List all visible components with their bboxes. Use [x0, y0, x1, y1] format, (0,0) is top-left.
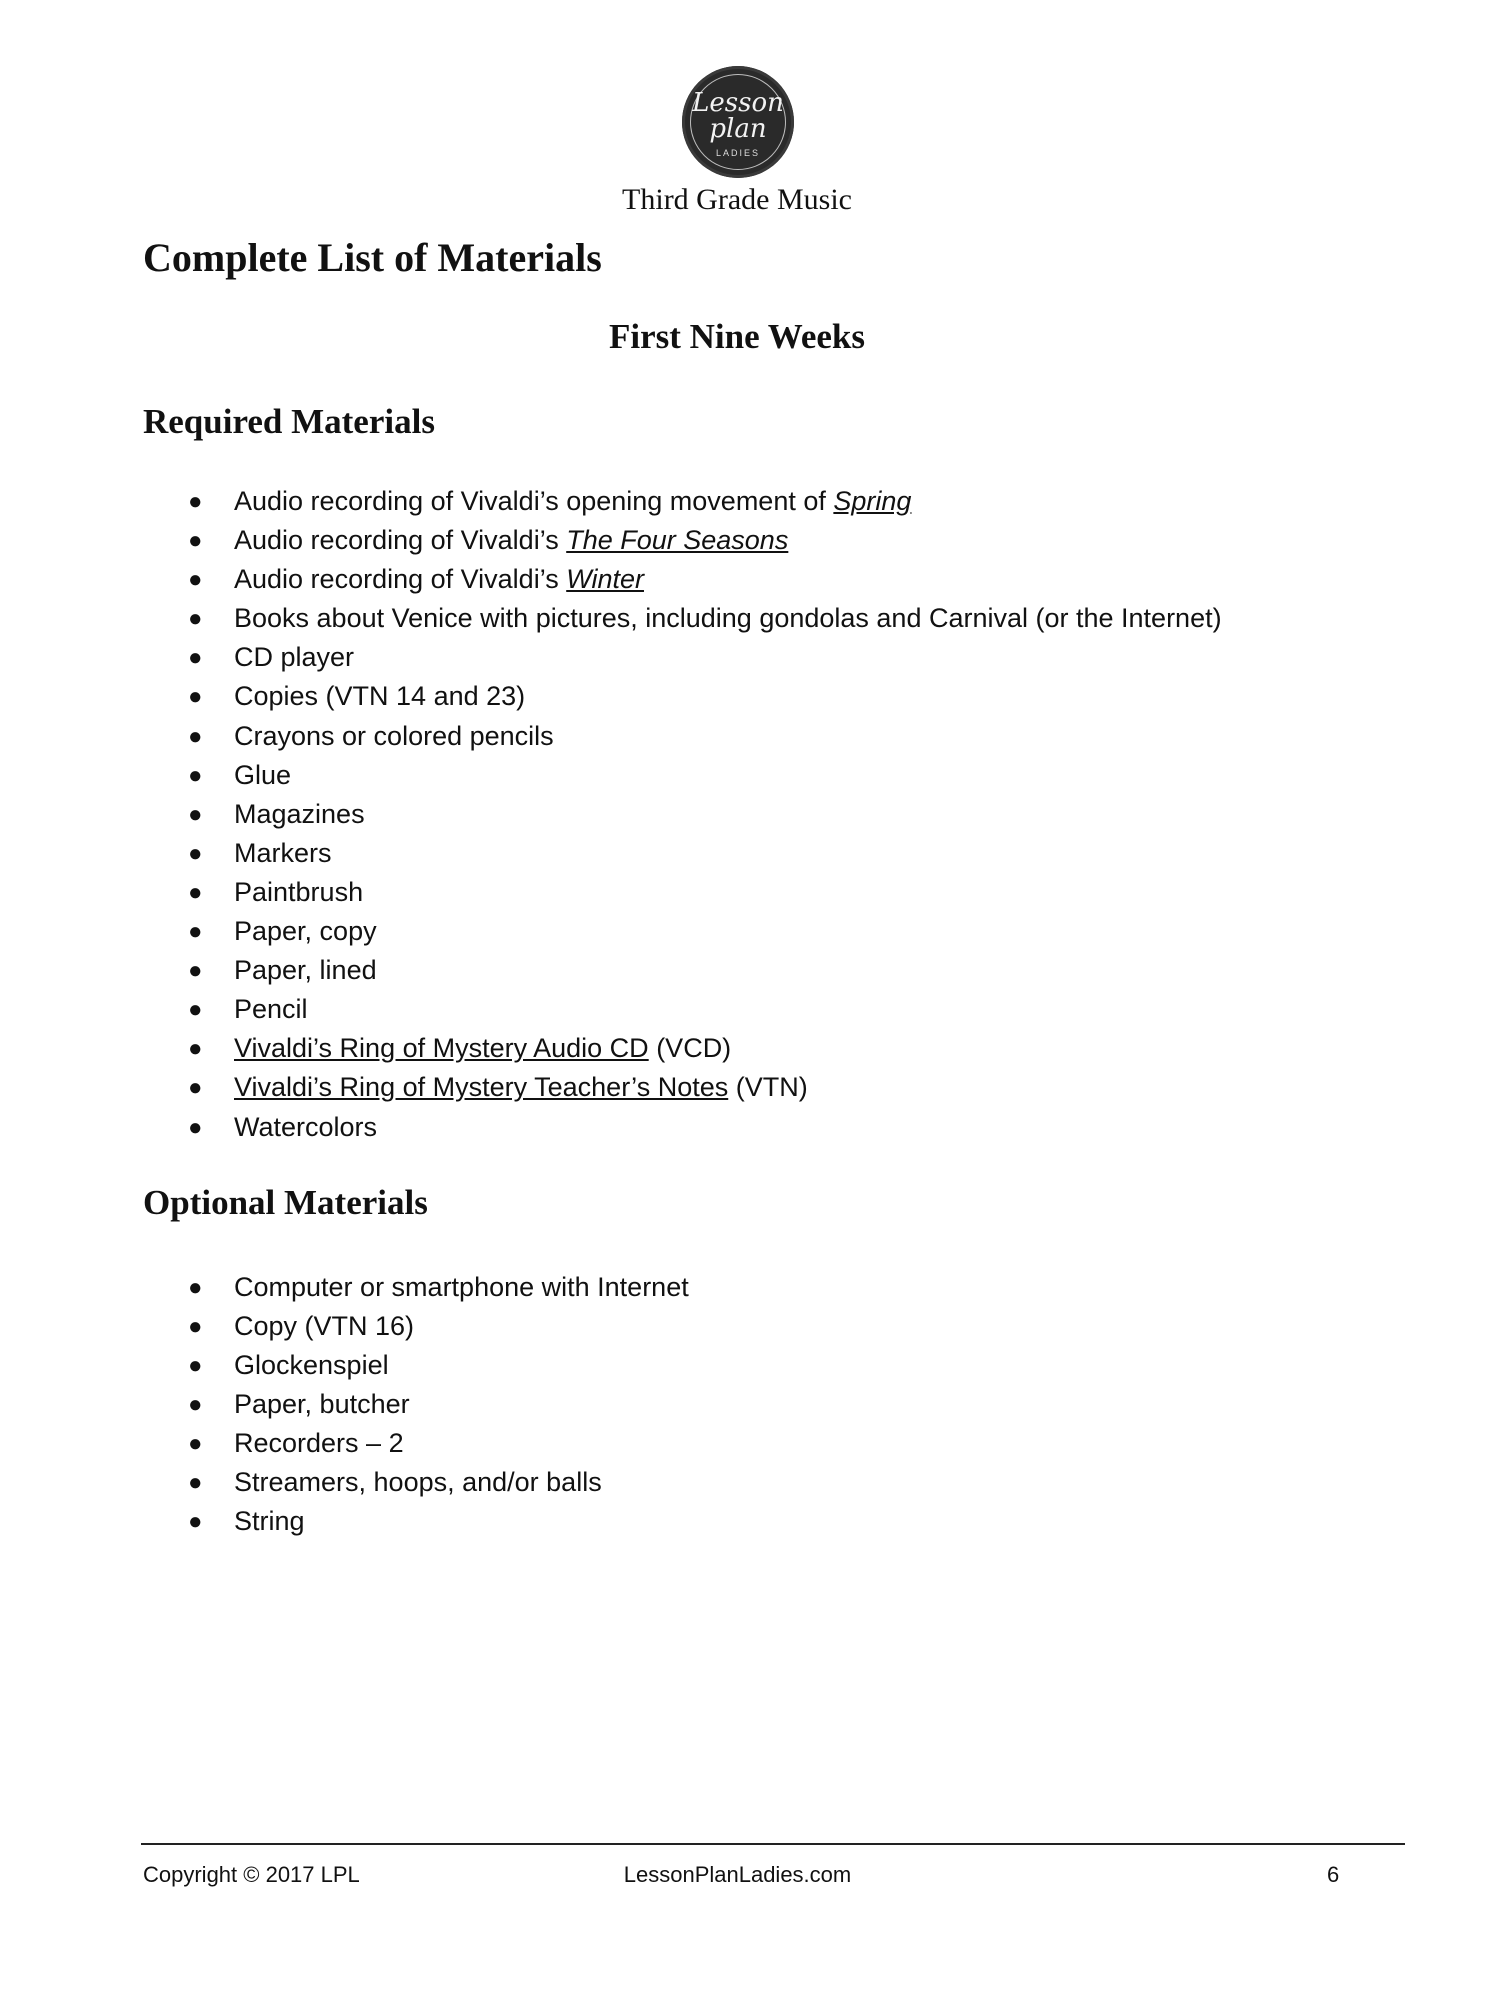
page-number: 6 — [1327, 1862, 1340, 1887]
item-text — [234, 560, 644, 599]
required-materials-list — [0, 482, 1400, 1147]
list-item — [0, 482, 1400, 521]
logo-text-ladies: LADIES — [715, 148, 760, 158]
list-item — [0, 1268, 1400, 1307]
logo-text-lesson: Lesson — [692, 88, 784, 118]
list-item — [0, 1108, 1400, 1147]
list-item — [0, 912, 1400, 951]
product-title-audio-cd: Vivaldi’s Ring of Mystery Audio CD — [234, 1033, 649, 1064]
bullet-icon: ● — [188, 1274, 203, 1301]
required-materials-heading: Required Materials — [143, 402, 435, 441]
item-text: Recorders – 2 — [234, 1428, 404, 1458]
list-item — [0, 990, 1400, 1029]
bullet-icon: ● — [188, 1035, 203, 1063]
item-text: Glockenspiel — [234, 1350, 389, 1380]
list-item — [0, 1029, 1400, 1068]
item-text: Copy (VTN 16) — [234, 1311, 415, 1341]
bullet-icon: ● — [188, 1391, 203, 1418]
bullet-icon: ● — [188, 1313, 203, 1340]
bullet-icon: ● — [188, 566, 203, 594]
bullet-icon: ● — [188, 1352, 203, 1379]
work-title-winter: Winter — [566, 564, 644, 595]
list-item — [0, 951, 1400, 990]
page-title: Complete List of Materials — [143, 235, 602, 280]
list-item — [0, 599, 1400, 638]
item-text: Streamers, hoops, and/or balls — [234, 1467, 602, 1497]
list-item — [0, 1463, 1400, 1502]
course-subject: Third Grade Music — [622, 183, 852, 216]
footer-copyright: Copyright © 2017 LPL — [143, 1862, 360, 1887]
period-heading: First Nine Weeks — [608, 317, 865, 356]
bullet-icon: ● — [188, 722, 203, 750]
optional-materials-list — [0, 1268, 1400, 1541]
list-item — [0, 1346, 1400, 1385]
item-text: Pencil — [234, 994, 308, 1025]
item-text: Computer or smartphone with Internet — [234, 1272, 689, 1302]
bullet-icon: ● — [188, 605, 203, 633]
list-item — [0, 1424, 1400, 1463]
item-text: Paintbrush — [234, 876, 364, 907]
bullet-icon: ● — [188, 800, 203, 828]
item-text: CD player — [234, 642, 355, 673]
list-item — [0, 717, 1400, 756]
item-text: Paper, lined — [234, 955, 377, 986]
bullet-icon: ● — [188, 1469, 203, 1496]
list-item — [0, 1068, 1400, 1107]
item-text-part: Audio recording of Vivaldi’s opening movement of — [234, 486, 834, 516]
list-item — [0, 873, 1400, 912]
item-text: Copies (VTN 14 and 23) — [234, 681, 526, 712]
item-text: Markers — [234, 837, 332, 868]
item-text: Crayons or colored pencils — [234, 720, 554, 751]
bullet-icon: ● — [188, 918, 203, 946]
item-text: Paper, butcher — [234, 1389, 410, 1419]
bullet-icon: ● — [188, 1113, 203, 1141]
list-item — [0, 560, 1400, 599]
item-text — [234, 521, 788, 560]
item-text-part: (VTN) — [728, 1072, 808, 1103]
list-item — [0, 1385, 1400, 1424]
work-title-four-seasons: The Four Seasons — [566, 525, 789, 556]
product-title-teachers-notes: Vivaldi’s Ring of Mystery Teacher’s Notes — [234, 1072, 729, 1103]
bullet-icon: ● — [188, 644, 203, 672]
item-text — [234, 1068, 808, 1107]
list-item — [0, 795, 1400, 834]
list-item — [0, 1502, 1400, 1541]
bullet-icon: ● — [188, 839, 203, 867]
bullet-icon: ● — [188, 1508, 203, 1535]
item-text — [234, 482, 911, 521]
footer-divider — [141, 1843, 1405, 1845]
lesson-plan-ladies-logo — [682, 66, 794, 178]
bullet-icon: ● — [188, 878, 203, 906]
list-item — [0, 677, 1400, 716]
item-text: Paper, copy — [234, 916, 377, 947]
footer-website: LessonPlanLadies.com — [623, 1862, 852, 1887]
item-text: Books about Venice with pictures, including gondolas and Carnival (or the Internet) — [234, 603, 1222, 634]
list-item — [0, 756, 1400, 795]
item-text: Watercolors — [234, 1111, 378, 1142]
bullet-icon: ● — [188, 683, 203, 711]
bullet-icon: ● — [188, 1430, 203, 1457]
bullet-icon: ● — [188, 761, 203, 789]
logo-text-plan: plan — [709, 114, 767, 144]
bullet-icon: ● — [188, 957, 203, 985]
item-text: String — [234, 1506, 305, 1536]
bullet-icon: ● — [188, 527, 203, 555]
list-item — [0, 1307, 1400, 1346]
list-item — [0, 638, 1400, 677]
item-text-part: Audio recording of Vivaldi’s — [234, 564, 567, 595]
bullet-icon: ● — [188, 996, 203, 1024]
item-text: Magazines — [234, 798, 365, 829]
work-title-spring: Spring — [833, 486, 912, 516]
item-text-part: (VCD) — [648, 1033, 732, 1064]
list-item — [0, 521, 1400, 560]
bullet-icon: ● — [188, 488, 203, 515]
item-text: Glue — [234, 759, 292, 790]
list-item — [0, 834, 1400, 873]
item-text — [234, 1029, 731, 1068]
bullet-icon: ● — [188, 1074, 203, 1102]
item-text-part: Audio recording of Vivaldi’s — [234, 525, 567, 556]
optional-materials-heading: Optional Materials — [143, 1183, 428, 1222]
